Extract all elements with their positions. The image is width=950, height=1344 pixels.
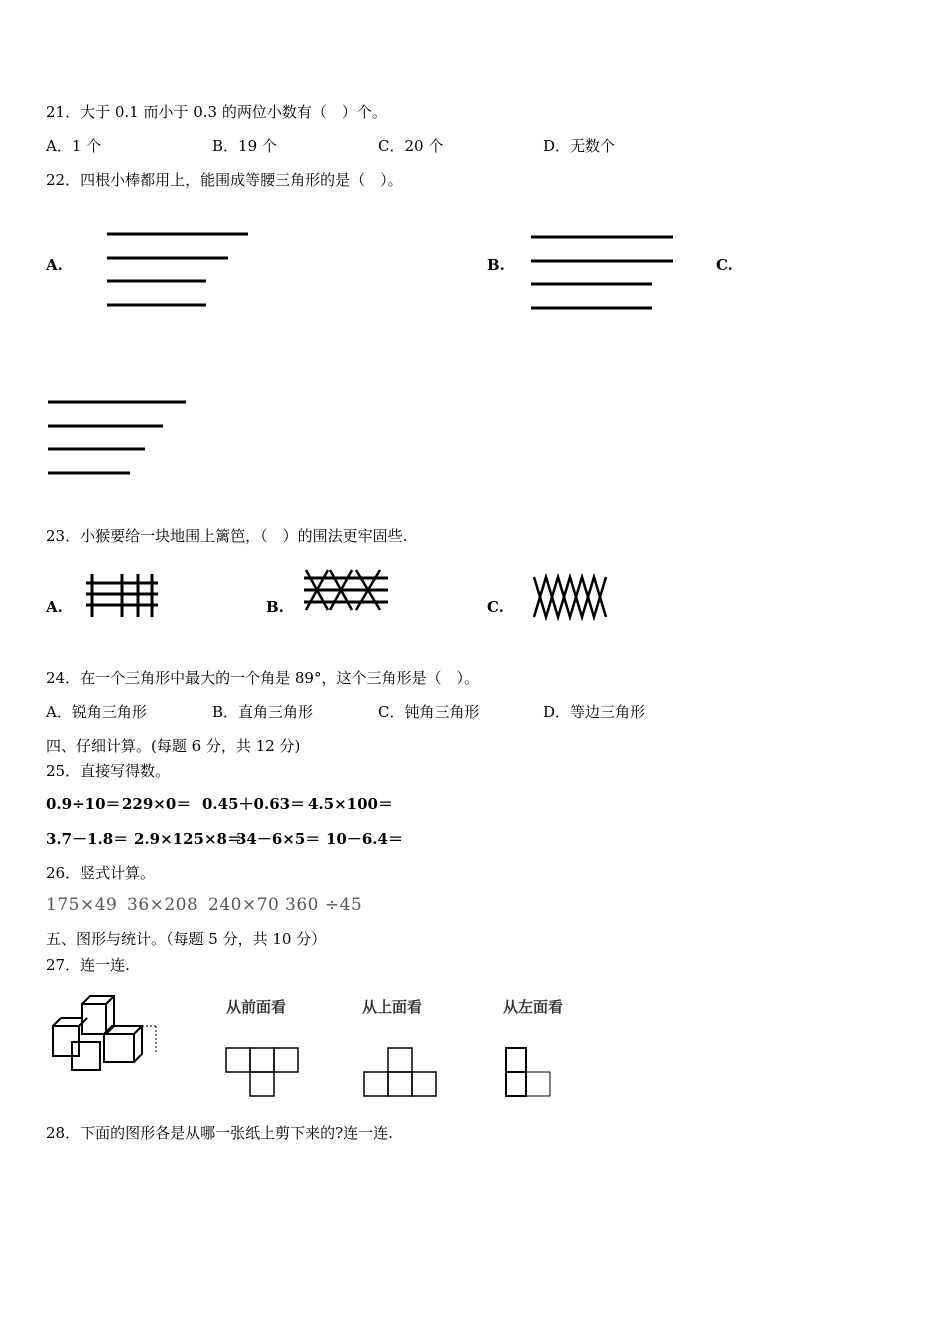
q26-item: 240×70: [208, 895, 280, 915]
q25-item: 229×0＝: [122, 795, 192, 813]
section-4-heading: 四、仔细计算。(每题 6 分，共 12 分): [46, 737, 301, 755]
fence-grid-figure: [82, 572, 162, 620]
q25-item: 10－6.4＝: [326, 830, 403, 848]
q27-stem: 27．连一连.: [46, 956, 130, 974]
view-top-label: 从上面看: [362, 998, 423, 1016]
q26-item: 36×208: [127, 895, 199, 915]
section-5-heading: 五、图形与统计。（每题 5 分，共 10 分）: [46, 930, 327, 948]
q25-item: 0.45＋0.63＝: [202, 795, 306, 813]
top-view-figure: [358, 1044, 442, 1102]
q26-item: 360 ÷45: [285, 895, 363, 915]
q24-option-b[interactable]: B．直角三角形: [212, 703, 314, 721]
front-view-figure: [220, 1044, 304, 1102]
q22-option-a[interactable]: A.: [46, 256, 63, 274]
cube-stack-figure: [44, 992, 168, 1076]
q26-item: 175×49: [46, 895, 118, 915]
q25-item: 4.5×100＝: [308, 795, 393, 813]
q24-stem: 24．在一个三角形中最大的一个角是 89°，这个三角形是（ ）。: [46, 669, 479, 687]
q25-item: 34－6×5＝: [236, 830, 321, 848]
q22-sticks-a-figure: [100, 225, 260, 315]
q24-option-d[interactable]: D．等边三角形: [543, 703, 646, 721]
view-front-label: 从前面看: [226, 998, 287, 1016]
q24-option-c[interactable]: C．钝角三角形: [378, 703, 480, 721]
q23-stem: 23．小猴要给一块地围上篱笆，（ ）的围法更牢固些.: [46, 527, 408, 545]
fence-zigzag-figure: [530, 572, 612, 622]
q22-option-c[interactable]: C.: [716, 256, 733, 274]
q23-option-a[interactable]: A.: [46, 598, 63, 616]
q23-option-c[interactable]: C.: [487, 598, 504, 616]
fence-cross-figure: [300, 566, 392, 614]
q25-item: 3.7－1.8＝: [46, 830, 129, 848]
q22-option-b[interactable]: B.: [487, 256, 505, 274]
q22-sticks-c-figure: [40, 392, 200, 482]
q21-option-b[interactable]: B．19 个: [212, 137, 277, 155]
q26-stem: 26．竖式计算。: [46, 864, 156, 882]
q25-stem: 25．直接写得数。: [46, 762, 171, 780]
q23-option-b[interactable]: B.: [266, 598, 284, 616]
q21-stem: 21．大于 0.1 而小于 0.3 的两位小数有（ ）个。: [46, 103, 387, 121]
q25-item: 2.9×125×8＝: [134, 830, 242, 848]
q25-item: 0.9÷10＝: [46, 795, 121, 813]
q22-stem: 22．四根小棒都用上，能围成等腰三角形的是（ ）。: [46, 171, 403, 189]
q22-sticks-b-figure: [525, 228, 685, 318]
q21-option-c[interactable]: C．20 个: [378, 137, 444, 155]
left-view-figure: [500, 1044, 560, 1102]
q28-stem: 28．下面的图形各是从哪一张纸上剪下来的?连一连.: [46, 1124, 393, 1142]
view-left-label: 从左面看: [503, 998, 564, 1016]
q21-option-a[interactable]: A．1 个: [46, 137, 102, 155]
q24-option-a[interactable]: A．锐角三角形: [46, 703, 147, 721]
q21-option-d[interactable]: D．无数个: [543, 137, 616, 155]
